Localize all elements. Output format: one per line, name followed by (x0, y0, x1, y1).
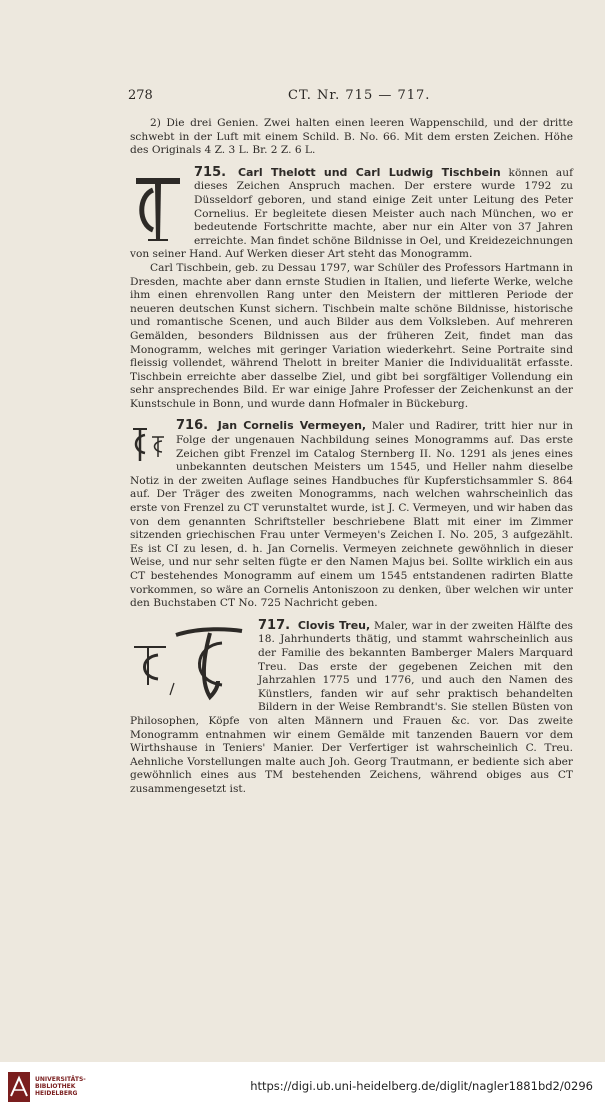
running-title: CT. Nr. 715 — 717. (288, 88, 431, 103)
entry-715 (130, 166, 573, 262)
entry-717 (130, 619, 573, 797)
entry-717-number: 717. (258, 617, 291, 633)
entry-716-heading: Jan Cornelis Vermeyen, (217, 419, 367, 433)
entry-716-number: 716. (176, 418, 209, 434)
entry-716 (130, 419, 573, 610)
ct-monogram-715-icon (130, 168, 186, 246)
ct-monogram-716-icon (130, 425, 168, 465)
library-line-1: UNIVERSITÄTS- (35, 1076, 86, 1083)
library-line-3: HEIDELBERG (35, 1090, 78, 1097)
viewer-footer (0, 1062, 605, 1112)
entry-715-text: können auf dieses Zeichen Anspruch machen. Der erstere wurde 1792 zu Düsseldorf geboren, und stand einige Zeit unter Leitung des Peter Cornelius. Er begleitete diesen Meister auch nach München, wo er bedeutende Fortschritte machte, aber nur ein Alter von 37 Jahren erreichte. Man findet schöne Bildnisse in Oel, und Kreidezeichnungen von seiner Hand. Auf Werken dieser Art steht das Monogramm. (130, 166, 573, 261)
text-column (130, 117, 573, 797)
entry-715-number: 715. (194, 164, 227, 180)
entry-715-paragraph-2: Carl Tischbein, geb. zu Dessau 1797, war Schüler des Professors Hartmann in Dresden, machte aber dann ernste Studien in Italien, und lieferte Werke, welche ihm einen ehrenvollen Rang unter den Meistern der mittleren Periode der neueren deutschen Kunst sichern. Tischbein malte schöne Bildnisse, historische und romantische Scenen, und auch Bilder aus dem Volksleben. Auf mehreren Gemälden, besonders Bildnissen aus der früheren Zeit, findet man das Monogramm, welches mit geringer Variation wiederkehrt. Seine Portraite sind fleissig vollendet, während Thelott in breiter Manier die Individualität erfasste. Tischbein erreichte aber dasselbe Ziel, und gibt bei sorgfältiger Vollendung ein sehr ansprechendes Bild. Er war einige Jahre Professer der Zeichenkunst an der Kunstschule in Bonn, und wurde dann Hofmaler in Bückeburg. (130, 261, 573, 410)
entry-717-text: Maler, war in der zweiten Hälfte des 18. Jahrhunderts thätig, und stammt wahrscheinlich aus der Familie des bekannten Bamberger Malers Marquard Treu. Das erste der gegebenen Zeichen mit den Jahrzahlen 1775 und 1776, und auch den Namen des Künstlers, fanden wir auf sehr praktisch behandelten Bildern in der Weise Rembrandt's. Sie stellen Büsten von Philosophen, Köpfe von alten Männern und Frauen &c. vor. Das zweite Monogramm entnahmen wir einem Gemälde mit tanzenden Bauern vor dem Wirthshause in Teniers' Manier. Der Verfertiger ist wahrscheinlich C. Treu. Aehnliche Vorstellungen malte auch Joh. Georg Trautmann, er bediente sich aber gewöhnlich eines aus TM bestehenden Zeichens, während obiges aus CT zusammengesetzt ist. (130, 619, 573, 795)
page-url-link[interactable]: https://digi.ub.uni-heidelberg.de/diglit/nagler1881bd2/0296 (250, 1079, 593, 1093)
library-logo-icon (8, 1072, 30, 1102)
entry-716-text: Maler und Radirer, tritt hier nur in Folge der ungenauen Nachbildung seines Monogramms auf. Das erste Zeichen gibt Frenzel im Catalog Sternberg II. No. 1291 als jenes eines unbekannten deutschen Meisters um 1545, und Heller nahm dieselbe Notiz in der zweiten Auflage seines Handbuches für Kupferstichsammler S. 864 auf. Der Träger des zweiten Monogramms, nach welchen wahrscheinlich das erste von Frenzel zu CT verunstaltet wurde, ist J. C. Vermeyen, und wir haben das von dem genannten Schriftsteller beschriebene Blatt mit einer im Zimmer sitzenden griechischen Frau unter Vermeyen's Zeichen I. No. 205, 3 aufgezählt. Es ist CI zu lesen, d. h. Jan Cornelis. Vermeyen zeichnete gewöhnlich in dieser Weise, und nur sehr selten fügte er den Namen Majus bei. Sollte wirklich ein aus CT bestehendes Monogramm auf einem um 1545 entstandenen radirten Blatte vorkommen, so wäre an Cornelis Antoniszoon zu denken, über welchen wir unter den Buchstaben CT No. 725 Nachricht geben. (130, 420, 573, 610)
entry-715-heading: Carl Thelott und Carl Ludwig Tischbein (237, 165, 501, 179)
library-line-2: BIBLIOTHEK (35, 1083, 76, 1090)
ct-monogram-717-icon (130, 625, 250, 707)
intro-paragraph: 2) Die drei Genien. Zwei halten einen leeren Wappenschild, und der dritte schwebt in der Luft mit einem Schild. B. No. 66. Mit dem ersten Zeichen. Höhe des Originals 4 Z. 3 L. Br. 2 Z. 6 L. (130, 117, 573, 157)
page-number: 278 (128, 88, 153, 103)
library-name (35, 1076, 86, 1097)
entry-717-heading: Clovis Treu, (297, 618, 371, 632)
